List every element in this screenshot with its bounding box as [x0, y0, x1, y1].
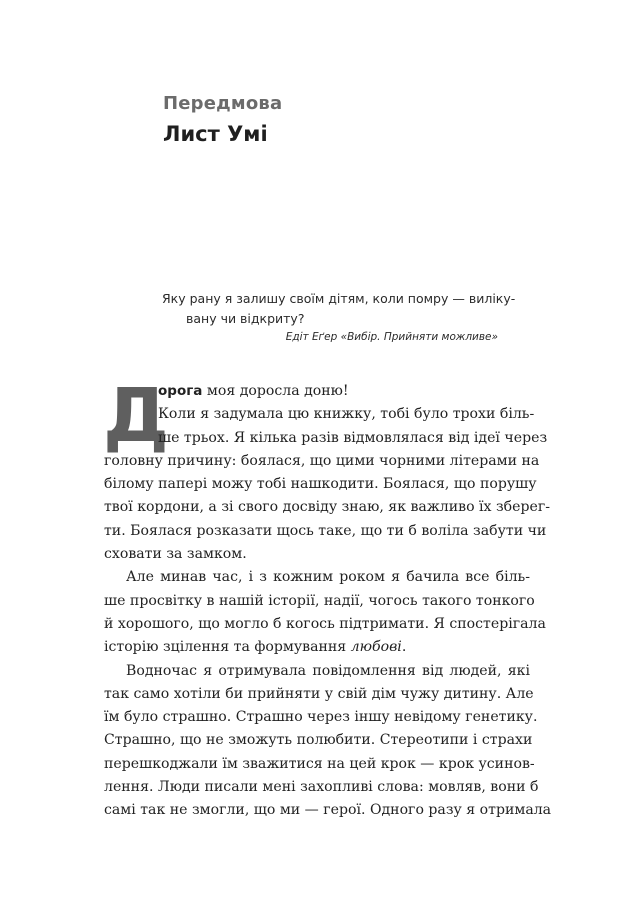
text-line — [104, 380, 530, 403]
text-line — [104, 636, 530, 659]
text-line: Водночас я отримувала повідомлення від людей, які — [126, 662, 530, 679]
text-line: так само хотіли би прийняти у свій дім чужу дитину. Але — [104, 685, 534, 702]
text-line: Коли я задумала цю книжку, тобі було трохи біль- — [158, 406, 535, 423]
text-line: головну причину: боялася, що цими чорними літерами на — [104, 452, 540, 469]
text-line: Страшно, що не зможуть полюбити. Стереотипи і страхи — [104, 732, 533, 749]
body-text — [103, 373, 552, 823]
emphasized-word: любові — [350, 639, 402, 656]
section-label: Передмова — [163, 93, 283, 114]
text-line: їм було страшно. Страшно через іншу невідому генетику. — [104, 709, 538, 726]
epigraph-quote — [162, 289, 522, 329]
drop-cap-letter: Д — [103, 373, 169, 459]
lead-word: орога — [158, 383, 203, 399]
text-line: перешкоджали їм зважитися на цей крок — крок усинов- — [104, 755, 535, 772]
text-line: білому папері можу тобі нашкодити. Боялася, що порушу — [104, 476, 537, 493]
text-fragment: . — [401, 639, 407, 656]
text-line: твої кордони, а зі свого досвіду знаю, як важливо їх зберег- — [104, 499, 550, 516]
epigraph-source: Едіт Еґер «Вибір. Прийняти можливе» — [285, 331, 498, 343]
text-line: ше трьох. Я кілька разів відмовлялася від ідеї через — [158, 429, 548, 446]
text-line: сховати за замком. — [104, 546, 247, 563]
text-line: лення. Люди писали мені захопливі слова: мовляв, вони б — [104, 779, 539, 796]
text-line: й хорошого, що могло б когось підтримати. Я спостерігала — [104, 615, 546, 632]
epigraph-line-1: Яку рану я залишу своїм дітям, коли помру — виліку- — [162, 291, 516, 306]
text-line: Але минав час, і з кожним роком я бачила все біль- — [126, 569, 530, 586]
text-line: ше просвітку в нашій історії, надії, чогось такого тонкого — [104, 592, 535, 609]
text-line: самі так не змогли, що ми — герої. Одного разу я отримала — [104, 802, 552, 819]
salutation-rest: моя доросла доню! — [202, 383, 349, 399]
epigraph-line-2: вану чи відкриту? — [186, 311, 305, 326]
chapter-title: Лист Умі — [163, 122, 268, 146]
text-line: ти. Боялася розказати щось таке, що ти б воліла забути чи — [104, 522, 547, 539]
text-fragment: історію зцілення та формування — [104, 639, 351, 656]
